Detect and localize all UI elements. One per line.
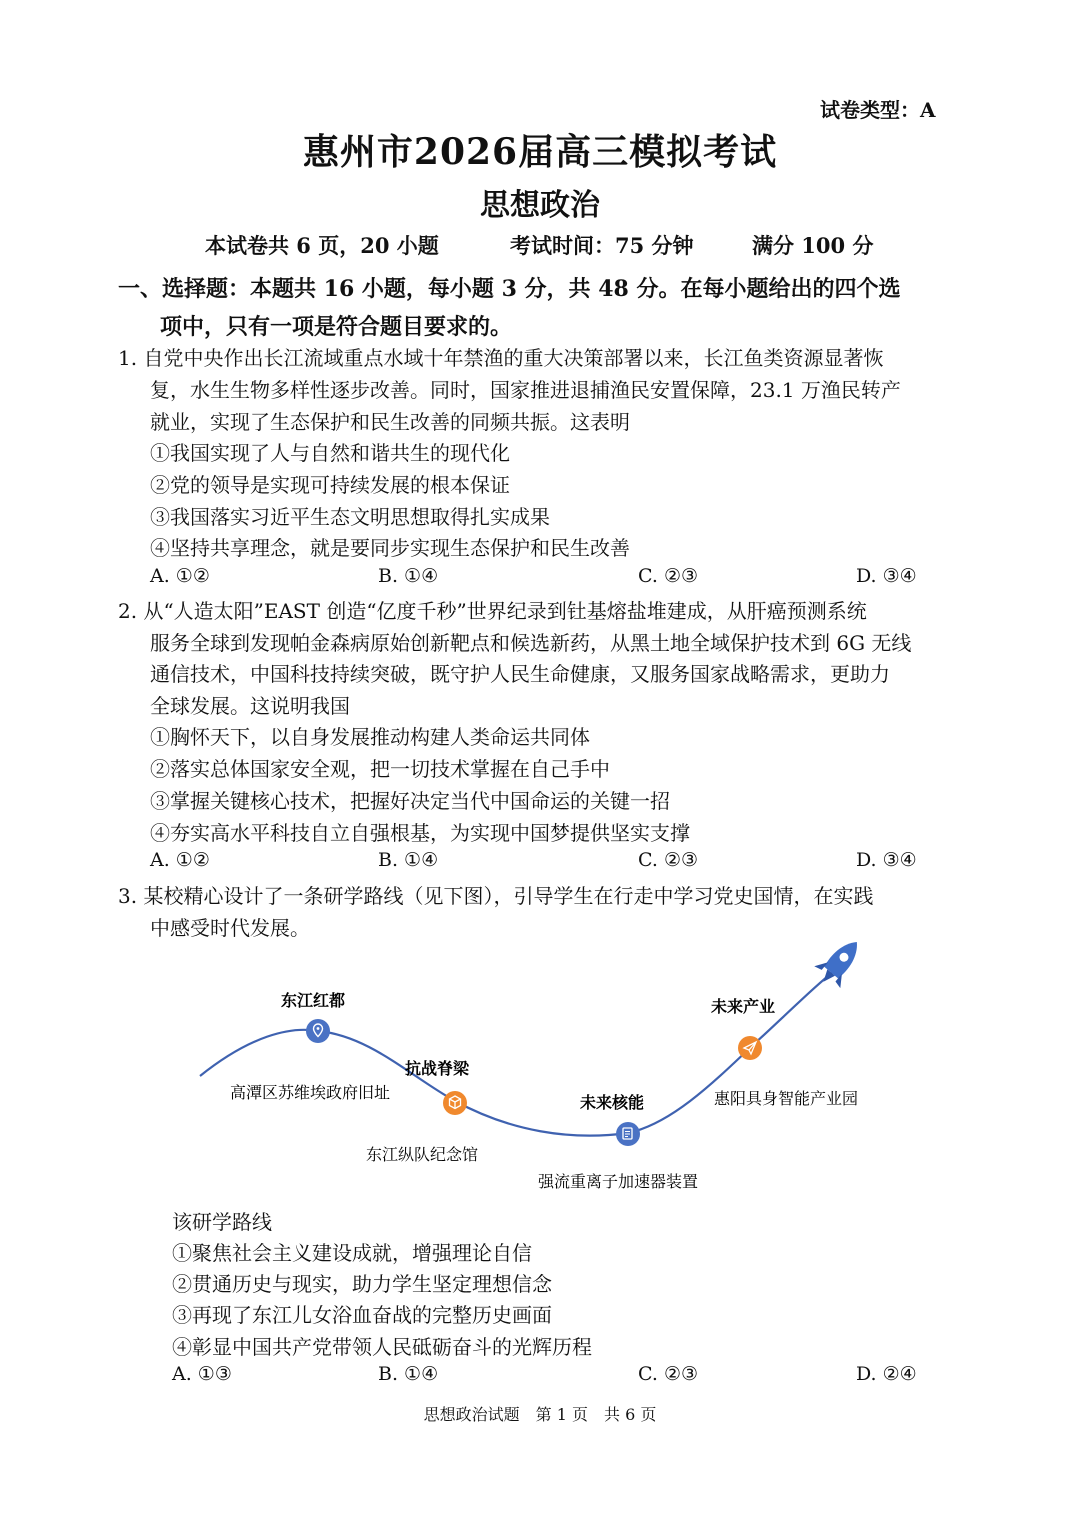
stop-place: 惠阳具身智能产业园	[713, 1089, 859, 1108]
stop-title: 未来产业	[710, 997, 776, 1016]
q2-option-d[interactable]: D. ③④	[856, 849, 917, 871]
stop-title: 东江红都	[280, 991, 346, 1010]
q3-item: ②贯通历史与现实，助力学生坚定理想信念	[172, 1272, 552, 1296]
stop-title: 未来核能	[579, 1093, 645, 1112]
q2-option-c[interactable]: C. ②③	[638, 849, 699, 871]
info-pages: 本试卷共 6 页，20 小题	[205, 233, 439, 258]
q2-item: ④夯实高水平科技自立自强根基，为实现中国梦提供坚实支撑	[150, 821, 690, 845]
q2-item: ②落实总体国家安全观，把一切技术掌握在自己手中	[150, 757, 610, 781]
q1-option-a[interactable]: A. ①②	[150, 565, 210, 587]
subject-title: 思想政治	[480, 188, 600, 223]
q2-option-a[interactable]: A. ①②	[150, 849, 210, 871]
q1-item: ②党的领导是实现可持续发展的根本保证	[150, 473, 510, 497]
q1-stem-line: 就业，实现了生态保护和民生改善的同频共振。这表明	[150, 410, 630, 434]
q1-item: ①我国实现了人与自然和谐共生的现代化	[150, 441, 510, 465]
q1-stem-line: 复，水生生物多样性逐步改善。同时，国家推进退捕渔民安置保障，23.1 万渔民转产	[150, 378, 901, 402]
q3-item: ④彰显中国共产党带领人民砥砺奋斗的光辉历程	[172, 1335, 592, 1359]
q3-question-stem: 该研学路线	[172, 1210, 272, 1234]
q2-item: ①胸怀天下，以自身发展推动构建人类命运共同体	[150, 725, 590, 749]
paper-type-label: 试卷类型：A	[820, 98, 936, 122]
info-score: 满分 100 分	[752, 233, 874, 258]
page-footer: 思想政治试题 第 1 页 共 6 页	[423, 1405, 657, 1424]
info-time: 考试时间：75 分钟	[510, 233, 694, 258]
section-heading-line1: 一、选择题：本题共 16 小题，每小题 3 分，共 48 分。在每小题给出的四个选	[118, 276, 901, 302]
q1-item: ④坚持共享理念，就是要同步实现生态保护和民生改善	[150, 536, 630, 560]
stop-place: 强流重离子加速器装置	[537, 1172, 699, 1191]
q2-item: ③掌握关键核心技术，把握好决定当代中国命运的关键一招	[150, 789, 670, 813]
q3-stem-line: 3. 某校精心设计了一条研学路线（见下图），引导学生在行走中学习党史国情，在实践	[118, 884, 874, 908]
q3-option-d[interactable]: D. ②④	[856, 1363, 917, 1385]
stop-title: 抗战脊梁	[404, 1059, 470, 1078]
route-stop-3	[538, 1093, 698, 1191]
q2-stem-line: 2. 从“人造太阳”EAST 创造“亿度千秒”世界纪录到钍基熔盐堆建成，从肝癌预测系统	[118, 599, 867, 623]
study-route-figure	[190, 936, 890, 1196]
q1-option-c[interactable]: C. ②③	[638, 565, 699, 587]
q3-option-c[interactable]: C. ②③	[638, 1363, 699, 1385]
section-heading-line2: 项中，只有一项是符合题目要求的。	[160, 314, 513, 340]
stop-place: 高潭区苏维埃政府旧址	[229, 1083, 391, 1102]
exam-title: 惠州市2026届高三模拟考试	[302, 131, 778, 173]
q1-item: ③我国落实习近平生态文明思想取得扎实成果	[150, 505, 550, 529]
q3-item: ③再现了东江儿女浴血奋战的完整历史画面	[172, 1303, 552, 1327]
q2-option-b[interactable]: B. ①④	[378, 849, 439, 871]
q3-item: ①聚焦社会主义建设成就，增强理论自信	[172, 1241, 532, 1265]
q1-option-b[interactable]: B. ①④	[378, 565, 439, 587]
route-stop-2	[366, 1059, 478, 1164]
q2-stem-line: 通信技术，中国科技持续突破，既守护人民生命健康，又服务国家战略需求，更助力	[150, 662, 890, 686]
route-stop-4	[711, 997, 858, 1108]
stop-place: 东江纵队纪念馆	[365, 1145, 479, 1164]
stop-marker	[306, 1019, 330, 1043]
q3-option-b[interactable]: B. ①④	[378, 1363, 439, 1385]
q1-stem-line: 1. 自党中央作出长江流域重点水域十年禁渔的重大决策部署以来，长江鱼类资源显著恢	[118, 346, 884, 370]
q3-option-a[interactable]: A. ①③	[172, 1363, 232, 1385]
q3-stem-line: 中感受时代发展。	[150, 916, 310, 940]
q2-stem-line: 服务全球到发现帕金森病原始创新靶点和候选新药，从黑土地全域保护技术到 6G 无线	[150, 631, 912, 655]
q1-option-d[interactable]: D. ③④	[856, 565, 917, 587]
q2-stem-line: 全球发展。这说明我国	[150, 694, 350, 718]
